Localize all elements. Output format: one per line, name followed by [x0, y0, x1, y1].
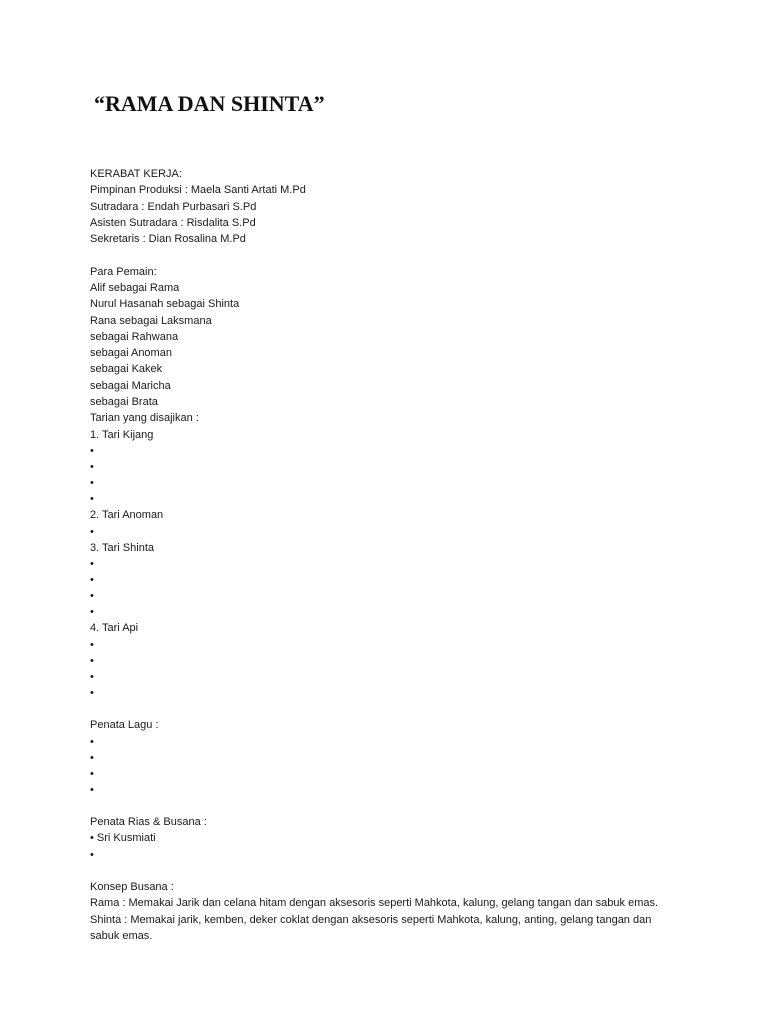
dance-item-label: 3. Tari Shinta	[90, 541, 155, 554]
bullet-item: •	[90, 493, 94, 506]
bullet-item: •	[90, 606, 94, 619]
cast-line: Alif sebagai Rama	[90, 281, 180, 294]
costume-rama: Rama : Memakai Jarik dan celana hitam dengan aksesoris seperti Mahkota, kalung, gelang tangan dan sabuk emas.	[90, 897, 659, 910]
dance-item-label: 2. Tari Anoman	[90, 509, 164, 522]
crew-line: Asisten Sutradara : Risdalita S.Pd	[90, 216, 256, 229]
crew-section	[90, 166, 690, 247]
dances-section	[90, 410, 690, 701]
spacer	[90, 701, 690, 717]
makeup-artist: • Sri Kusmiati	[90, 832, 156, 845]
bullet-item: •	[90, 686, 94, 699]
spacer	[90, 798, 690, 814]
dance-item-label: 4. Tari Api	[90, 622, 139, 635]
bullet-item: •	[90, 444, 94, 457]
document-title: “RAMA DAN SHINTA”	[94, 91, 325, 116]
cast-line: sebagai Maricha	[90, 379, 171, 392]
bullet-item: •	[90, 751, 94, 764]
cast-line: sebagai Kakek	[90, 363, 163, 376]
bullet-item: •	[90, 558, 94, 570]
crew-heading: KERABAT KERJA:	[90, 168, 182, 180]
bullet-item: •	[90, 767, 94, 780]
bullet-item: •	[90, 654, 94, 667]
dance-item-label: 1. Tari Kijang	[90, 428, 154, 441]
bullet-item: •	[90, 461, 94, 474]
document-body	[90, 166, 690, 945]
dances-heading: Tarian yang disajikan :	[90, 412, 199, 425]
cast-line: sebagai Rahwana	[90, 330, 179, 343]
crew-line: Sutradara : Endah Purbasari S.Pd	[90, 200, 257, 213]
costume-section	[90, 879, 690, 945]
bullet-item: •	[90, 783, 94, 796]
crew-line: Pimpinan Produksi : Maela Santi Artati M.Pd	[90, 184, 306, 197]
spacer	[90, 863, 690, 879]
makeup-heading: Penata Rias & Busana :	[90, 816, 207, 829]
cast-line: Rana sebagai Laksmana	[90, 314, 212, 327]
cast-section	[90, 264, 690, 411]
costume-heading: Konsep Busana :	[90, 880, 174, 893]
cast-line: Nurul Hasanah sebagai Shinta	[90, 298, 240, 311]
bullet-item: •	[90, 525, 94, 538]
cast-line: sebagai Brata	[90, 396, 158, 409]
bullet-item: •	[90, 574, 94, 587]
bullet-item: •	[90, 590, 94, 603]
bullet-item: •	[90, 848, 94, 861]
bullet-item: •	[90, 670, 94, 683]
music-heading: Penata Lagu :	[90, 719, 159, 732]
bullet-item: •	[90, 735, 94, 748]
bullet-item: •	[90, 477, 94, 490]
makeup-section	[90, 814, 690, 863]
music-section	[90, 717, 690, 798]
spacer	[90, 247, 690, 263]
bullet-item: •	[90, 638, 94, 651]
cast-line: sebagai Anoman	[90, 347, 172, 360]
costume-shinta: Shinta : Memakai jarik, kemben, deker coklat dengan aksesoris seperti Mahkota, kalung, anting, gelang tangan dan sabuk emas.	[90, 913, 652, 943]
crew-line: Sekretaris : Dian Rosalina M.Pd	[90, 233, 246, 246]
cast-heading: Para Pemain:	[90, 265, 157, 278]
